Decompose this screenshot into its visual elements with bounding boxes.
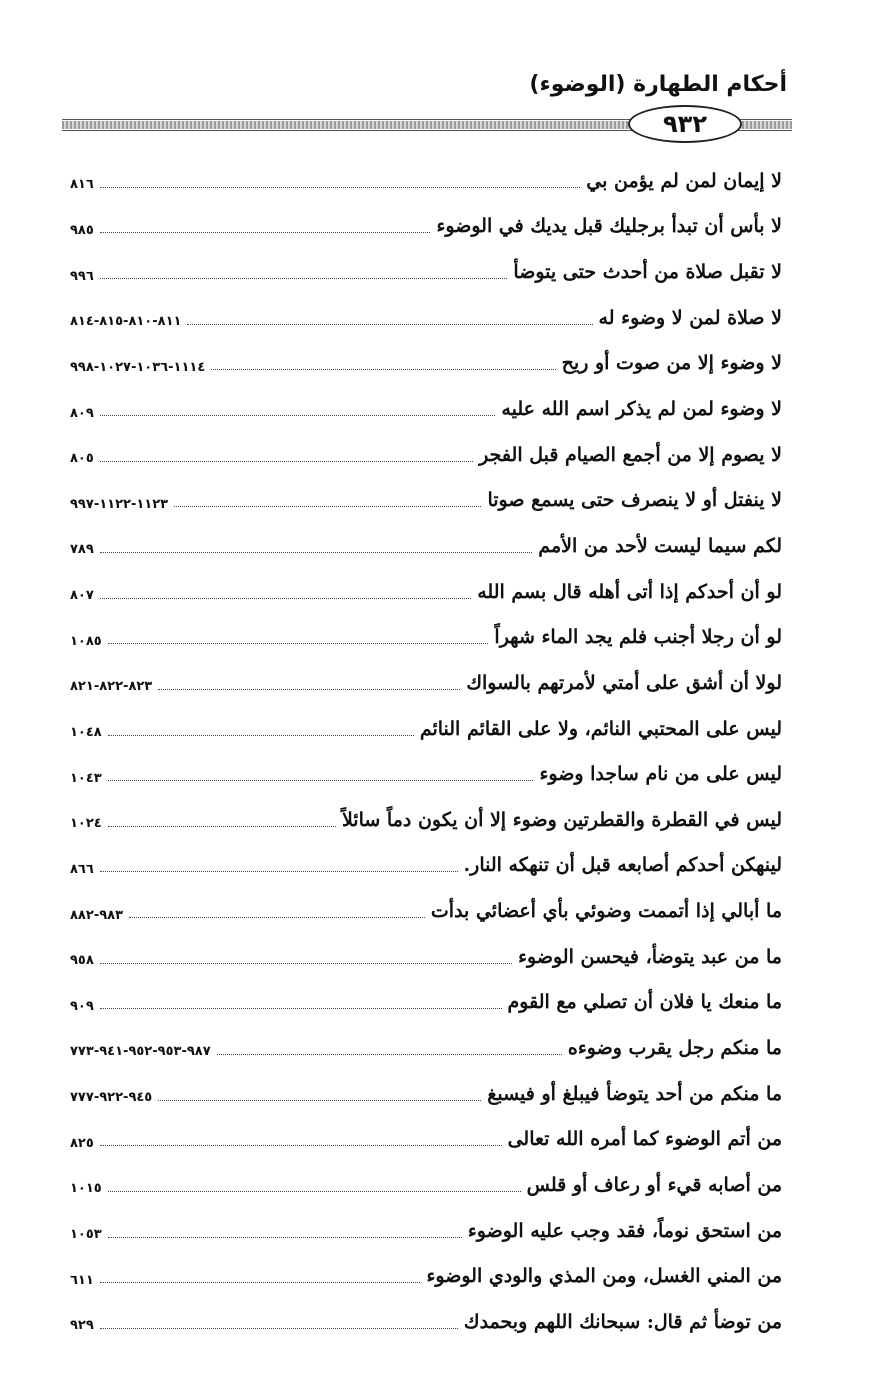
entry-text: ما منكم من أحد يتوضأ فيبلغ أو فيسبغ (487, 1082, 782, 1105)
entry-page-numbers: ٨٠٩ (70, 405, 94, 421)
dotted-leader (100, 1327, 458, 1329)
entry-text: ليس في القطرة والقطرتين وضوء إلا أن يكون دماً سائلاً (341, 808, 782, 831)
entry-page-numbers: ٨٢٥ (70, 1135, 94, 1151)
entry-page-numbers: ٩٥٨ (70, 953, 94, 969)
dotted-leader (108, 734, 414, 736)
dotted-leader (158, 1099, 481, 1101)
dotted-leader (100, 460, 473, 462)
dotted-leader (187, 323, 592, 325)
index-entry (70, 888, 782, 934)
page-number-badge: ٩٣٢ (628, 105, 742, 143)
hadith-index-list (70, 158, 782, 1345)
entry-page-numbers: ١١١٤-١٠٣٦-١٠٢٧-٩٩٨ (70, 359, 206, 375)
entry-text: من أصابه قيء أو رعاف أو قلس (526, 1173, 782, 1196)
entry-text: ما أبالي إذا أتممت وضوئي بأي أعضائي بدأت (430, 900, 782, 923)
entry-text: ما منعك يا فلان أن تصلي مع القوم (507, 991, 782, 1014)
entry-text: من أتم الوضوء كما أمره الله تعالى (507, 1128, 782, 1151)
dotted-leader (158, 688, 460, 690)
entry-text: لينهكن أحدكم أصابعه قبل أن تنهكه النار. (463, 854, 782, 877)
index-entry (70, 341, 782, 387)
entry-page-numbers: ٨١١-٨١٠-٨١٥-٨١٤ (70, 314, 182, 330)
index-entry (70, 614, 782, 660)
entry-text: لا ينفتل أو لا ينصرف حتى يسمع صوتا (487, 489, 782, 512)
index-entry (70, 158, 782, 204)
entry-page-numbers: ٩٠٩ (70, 998, 94, 1014)
entry-text: من استحق نوماً، فقد وجب عليه الوضوء (467, 1219, 782, 1242)
dotted-leader (100, 1144, 502, 1146)
entry-page-numbers: ١٠٥٣ (70, 1227, 102, 1243)
index-entry (70, 934, 782, 980)
entry-page-numbers: ٨٠٧ (70, 588, 94, 604)
entry-text: لا تقبل صلاة من أحدث حتى يتوضأ (513, 261, 782, 284)
index-entry (70, 386, 782, 432)
dotted-leader (100, 551, 532, 553)
index-entry (70, 204, 782, 250)
dotted-leader (100, 870, 458, 872)
entry-page-numbers: ١١٢٣-١١٢٢-٩٩٧ (70, 496, 169, 512)
index-entry (70, 1299, 782, 1345)
entry-page-numbers: ١٠٨٥ (70, 633, 102, 649)
entry-page-numbers: ١٠٤٨ (70, 725, 102, 740)
entry-text: لا يصوم إلا من أجمع الصيام قبل الفجر (479, 443, 782, 466)
index-entry (70, 1253, 782, 1299)
dotted-leader (100, 1007, 502, 1009)
entry-page-numbers: ٩٢٩ (70, 1318, 94, 1334)
dotted-leader (108, 1236, 462, 1238)
index-entry (70, 249, 782, 295)
entry-text: لكم سيما ليست لأحد من الأمم (538, 534, 782, 557)
index-entry (70, 1116, 782, 1162)
entry-text: من المني الغسل، ومن المذي والودي الوضوء (426, 1265, 782, 1288)
entry-text: ليس على المحتبي النائم، ولا على القائم النائم (419, 717, 782, 740)
entry-text: لا صلاة لمن لا وضوء له (598, 306, 782, 329)
entry-text: ما منكم رجل يقرب وضوءه (567, 1036, 782, 1059)
index-entry (70, 1208, 782, 1254)
entry-page-numbers: ٩٤٥-٩٢٢-٧٧٧ (70, 1090, 153, 1106)
entry-page-numbers: ٩٩٦ (70, 268, 94, 284)
index-entry (70, 1162, 782, 1208)
index-entry (70, 432, 782, 478)
page-header-title: أحكام الطهارة (الوضوء) (529, 72, 787, 97)
entry-text: لو أن أحدكم إذا أتى أهله قال بسم الله (477, 580, 782, 603)
dotted-leader (174, 505, 481, 507)
entry-page-numbers: ٩٨٥ (70, 222, 94, 238)
index-entry (70, 980, 782, 1026)
entry-text: لا بأس أن تبدأ برجليك قبل يديك في الوضوء (436, 215, 782, 238)
entry-page-numbers: ٨٢٣-٨٢٢-٨٢١ (70, 679, 153, 695)
entry-page-numbers: ١٠٤٣ (70, 770, 102, 786)
dotted-leader (129, 916, 425, 918)
index-entry (70, 1025, 782, 1071)
dotted-leader (100, 414, 496, 416)
entry-text: لا وضوء إلا من صوت أو ريح (561, 352, 782, 375)
dotted-leader (217, 1053, 562, 1055)
index-entry (70, 660, 782, 706)
index-entry (70, 751, 782, 797)
dotted-leader (108, 1190, 521, 1192)
entry-page-numbers: ٩٨٣-٨٨٢ (70, 907, 124, 923)
index-entry (70, 295, 782, 341)
entry-page-numbers: ٨٠٥ (70, 451, 94, 467)
dotted-leader (211, 368, 555, 370)
dotted-leader (100, 186, 580, 188)
index-entry (70, 706, 782, 752)
dotted-leader (100, 277, 508, 279)
index-entry (70, 1071, 782, 1117)
entry-page-numbers: ١٠٢٤ (70, 816, 102, 832)
dotted-leader (100, 597, 471, 599)
dotted-leader (108, 825, 336, 827)
entry-page-numbers: ٨٦٦ (70, 861, 94, 877)
entry-text: لا وضوء لمن لم يذكر اسم الله عليه (501, 398, 782, 421)
index-entry (70, 797, 782, 843)
entry-page-numbers: ١٠١٥ (70, 1181, 102, 1197)
index-entry (70, 477, 782, 523)
entry-text: لولا أن أشق على أمتي لأمرتهم بالسواك (466, 671, 782, 694)
index-entry (70, 523, 782, 569)
dotted-leader (108, 779, 534, 781)
entry-page-numbers: ٩٨٧-٩٥٣-٩٥٢-٩٤١-٧٧٣ (70, 1044, 211, 1060)
entry-text: من توضأ ثم قال: سبحانك اللهم وبحمدك (463, 1310, 782, 1333)
dotted-leader (100, 962, 512, 964)
entry-text: لا إيمان لمن لم يؤمن بي (586, 169, 782, 192)
dotted-leader (108, 642, 489, 644)
entry-text: ما من عبد يتوضأ، فيحسن الوضوء (518, 945, 782, 968)
entry-text: ليس على من نام ساجدا وضوء (539, 763, 782, 786)
index-entry (70, 843, 782, 889)
index-entry (70, 569, 782, 615)
entry-text: لو أن رجلا أجنب فلم يجد الماء شهراً (494, 626, 782, 649)
entry-page-numbers: ٧٨٩ (70, 542, 94, 558)
entry-page-numbers: ٦١١ (70, 1272, 94, 1288)
dotted-leader (100, 1281, 421, 1283)
entry-page-numbers: ٨١٦ (70, 177, 94, 193)
dotted-leader (100, 231, 431, 233)
